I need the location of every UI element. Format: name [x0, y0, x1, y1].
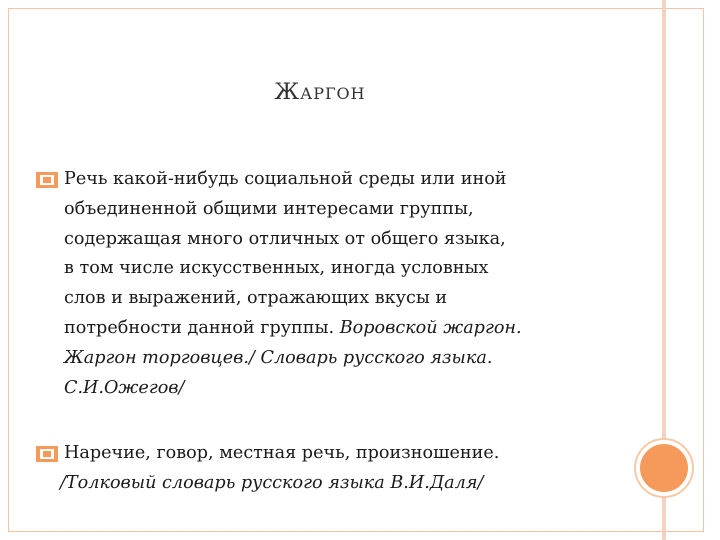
bullet-1-line: содержащая много отличных от общего языка, — [64, 228, 506, 249]
bullet-1-line: в том числе искусственных, иногда условных — [64, 258, 489, 279]
bullet-1-line-8: С.И.Ожегов/ — [64, 377, 185, 398]
bullet-1-line: объединенной общими интересами группы, — [64, 198, 474, 219]
bullet-2-line-2: /Толковый словарь русского языка В.И.Даля/ — [60, 472, 484, 493]
title-first-letter: Ж — [274, 80, 301, 105]
bullet-2-line-1: Наречие, говор, местная речь, произношение. — [64, 443, 500, 463]
bullet-1-line: слов и выражений, отражающих вкусы и — [64, 288, 448, 309]
bullet-2-flag-icon — [36, 446, 58, 462]
bullet-1-line-7: Жаргон торговцев./ Словарь русского языка. — [64, 347, 493, 368]
title-rest: АРГОН — [300, 84, 366, 103]
bullet-1-line-6-italic: Воровской жаргон. — [339, 317, 522, 338]
bullet-1-flag-icon — [36, 172, 58, 188]
bullet-1-line: Речь какой-нибудь социальной среды или иной — [64, 169, 507, 189]
bullet-1-line-6-normal: потребности данной группы. — [64, 317, 340, 338]
bullet-2-text — [60, 439, 500, 499]
orange-circle-decoration — [640, 444, 688, 492]
slide-title — [200, 80, 440, 105]
bullet-1-line-6 — [64, 314, 522, 344]
bullet-1-text — [64, 165, 522, 403]
